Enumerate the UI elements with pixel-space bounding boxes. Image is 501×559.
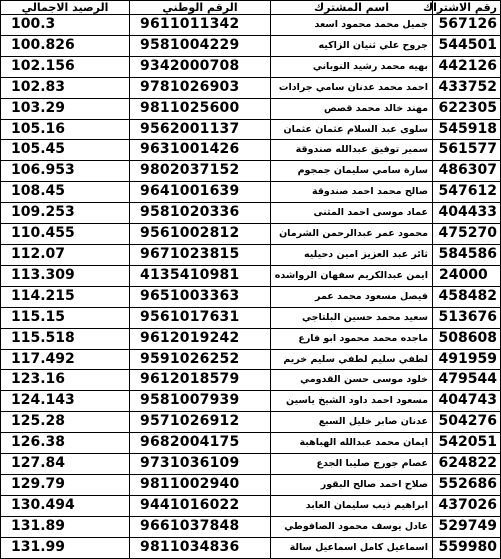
table-row [1,77,501,98]
balance-cell: 100.826 [1,35,130,56]
national-id-cell: 9612018579 [130,370,271,391]
subscriber-name-cell: عماد موسى احمد المثنى [271,203,433,224]
subscription-cell: 552686 [433,474,501,495]
national-id-cell: 9561017631 [130,307,271,328]
table-row [1,203,501,224]
balance-cell: 106.953 [1,161,130,182]
national-id-cell: 9591026252 [130,349,271,370]
table-row [1,182,501,203]
subscription-cell: 508608 [433,328,501,349]
header-balance: الرصيد الاجمالي [1,1,130,15]
national-id-cell: 9581020336 [130,203,271,224]
balance-cell: 131.89 [1,516,130,537]
subscription-cell: 513676 [433,307,501,328]
table-row [1,495,501,516]
subscriber-name-cell: احمد محمد عدنان سامي جرادات [271,77,433,98]
subscription-cell: 545918 [433,119,501,140]
table-body [1,15,501,559]
subscription-cell: 479544 [433,370,501,391]
subscriber-name-cell: بهيه محمد رشيد النوباني [271,56,433,77]
subscriber-name-cell: عصام جورج صليبا الجدع [271,454,433,475]
table-row [1,307,501,328]
table-row [1,516,501,537]
national-id-cell: 9611011342 [130,15,271,36]
subscription-cell: 547612 [433,182,501,203]
subscriber-name-cell: مسعود احمد داود الشيخ ياسين [271,391,433,412]
subscription-cell: 504276 [433,412,501,433]
balance-cell: 115.15 [1,307,130,328]
national-id-cell: 9811034836 [130,537,271,558]
subscription-cell: 624822 [433,454,501,475]
subscriber-name-cell: سعيد محمد حسين البلتاجي [271,307,433,328]
subscriber-name-cell: سمير توفيق عبدالله صندوقة [271,140,433,161]
national-id-cell: 9342000708 [130,56,271,77]
subscription-cell: 475270 [433,224,501,245]
balance-cell: 130.494 [1,495,130,516]
subscription-cell: 442126 [433,56,501,77]
table-row [1,265,501,286]
table-row [1,119,501,140]
subscription-cell: 561577 [433,140,501,161]
national-id-cell: 9651003363 [130,286,271,307]
subscriber-name-cell: محمود عمر عبدالرحمن الشرمان [271,224,433,245]
balance-cell: 102.83 [1,77,130,98]
subscriber-name-cell: مهند خالد محمد قصص [271,98,433,119]
table-row [1,15,501,36]
header-national-id: الرقم الوطني [130,1,271,15]
balance-cell: 105.45 [1,140,130,161]
national-id-cell: 9671023815 [130,244,271,265]
national-id-cell: 9682004175 [130,433,271,454]
table-row [1,140,501,161]
balance-cell: 115.518 [1,328,130,349]
table-row [1,56,501,77]
balance-cell: 105.16 [1,119,130,140]
subscription-cell: 404433 [433,203,501,224]
national-id-cell: 9731036109 [130,454,271,475]
table-row [1,537,501,558]
subscriber-name-cell: عدنان صابر خليل السبع [271,412,433,433]
national-id-cell: 9561002812 [130,224,271,245]
balance-cell: 113.309 [1,265,130,286]
subscriber-name-cell: جميل محمد محمود اسعد [271,15,433,36]
national-id-cell: 9562001137 [130,119,271,140]
national-id-cell: 9641001639 [130,182,271,203]
subscription-cell: 542051 [433,433,501,454]
balance-cell: 114.215 [1,286,130,307]
subscriber-name-cell: ايمان محمد عبدالله الهباهبة [271,433,433,454]
subscriber-name-cell: لطفي سليم لطفي سليم خريم [271,349,433,370]
subscription-cell: 491959 [433,349,501,370]
subscription-cell: 529749 [433,516,501,537]
table-row [1,370,501,391]
subscription-cell: 544501 [433,35,501,56]
balance-cell: 103.29 [1,98,130,119]
subscriber-name-cell: صالح محمد احمد صندوقة [271,182,433,203]
balance-cell: 126.38 [1,433,130,454]
balance-cell: 129.79 [1,474,130,495]
national-id-cell: 9441016022 [130,495,271,516]
subscription-cell: 437026 [433,495,501,516]
subscriber-name-cell: ابراهيم ذيب سليمان العابد [271,495,433,516]
table-row [1,35,501,56]
header-subscription: رقم الاشتراك [433,1,501,15]
national-id-cell: 9811002940 [130,474,271,495]
balance-cell: 102.156 [1,56,130,77]
subscription-cell: 567126 [433,15,501,36]
subscriber-name-cell: صلاح احمد صالح البقور [271,474,433,495]
subscriber-name-cell: ايمن عبدالكريم سفهان الرواشده [271,265,433,286]
table-header-row [1,1,501,15]
subscriber-name-cell: عادل يوسف محمود الصافوطي [271,516,433,537]
table-row [1,244,501,265]
national-id-cell: 9581007939 [130,391,271,412]
table-row [1,474,501,495]
balance-cell: 110.455 [1,224,130,245]
balance-cell: 125.28 [1,412,130,433]
table-row [1,433,501,454]
balance-cell: 112.07 [1,244,130,265]
subscription-cell: 24000 [433,265,501,286]
balance-cell: 124.143 [1,391,130,412]
subscriber-name-cell: فيصل مسعود محمد عمر [271,286,433,307]
subscriber-name-cell: ماجده محمد محمود ابو فارع [271,328,433,349]
table-row [1,286,501,307]
balance-cell: 108.45 [1,182,130,203]
national-id-cell: 4135410981 [130,265,271,286]
subscription-cell: 486307 [433,161,501,182]
table-row [1,328,501,349]
national-id-cell: 9802037152 [130,161,271,182]
subscriber-name-cell: خلود موسى حسن القدومي [271,370,433,391]
subscriber-name-cell: سارة سامي سليمان جمجوم [271,161,433,182]
subscriber-name-cell: جروح علي ثنيان الزاكيه [271,35,433,56]
table-row [1,391,501,412]
subscriber-name-cell: ثائر عبد العزيز امين دحيليه [271,244,433,265]
balance-cell: 117.492 [1,349,130,370]
table-row [1,412,501,433]
national-id-cell: 9781026903 [130,77,271,98]
subscription-cell: 458482 [433,286,501,307]
national-id-cell: 9612019242 [130,328,271,349]
table-row [1,224,501,245]
balance-cell: 131.99 [1,537,130,558]
table-row [1,98,501,119]
subscription-cell: 559980 [433,537,501,558]
subscription-cell: 433752 [433,77,501,98]
subscriber-name-cell: اسماعيل كامل اسماعيل سالة [271,537,433,558]
table-row [1,349,501,370]
balance-cell: 127.84 [1,454,130,475]
table-row [1,161,501,182]
balance-cell: 109.253 [1,203,130,224]
balance-cell: 100.3 [1,15,130,36]
national-id-cell: 9571026912 [130,412,271,433]
national-id-cell: 9631001426 [130,140,271,161]
header-name: اسم المشترك [271,1,433,15]
national-id-cell: 9811025600 [130,98,271,119]
table-row [1,454,501,475]
balance-cell: 123.16 [1,370,130,391]
national-id-cell: 9581004229 [130,35,271,56]
subscription-cell: 622305 [433,98,501,119]
subscriber-name-cell: سلوى عبد السلام عثمان عثمان [271,119,433,140]
national-id-cell: 9661037848 [130,516,271,537]
subscription-cell: 584586 [433,244,501,265]
subscription-cell: 404743 [433,391,501,412]
